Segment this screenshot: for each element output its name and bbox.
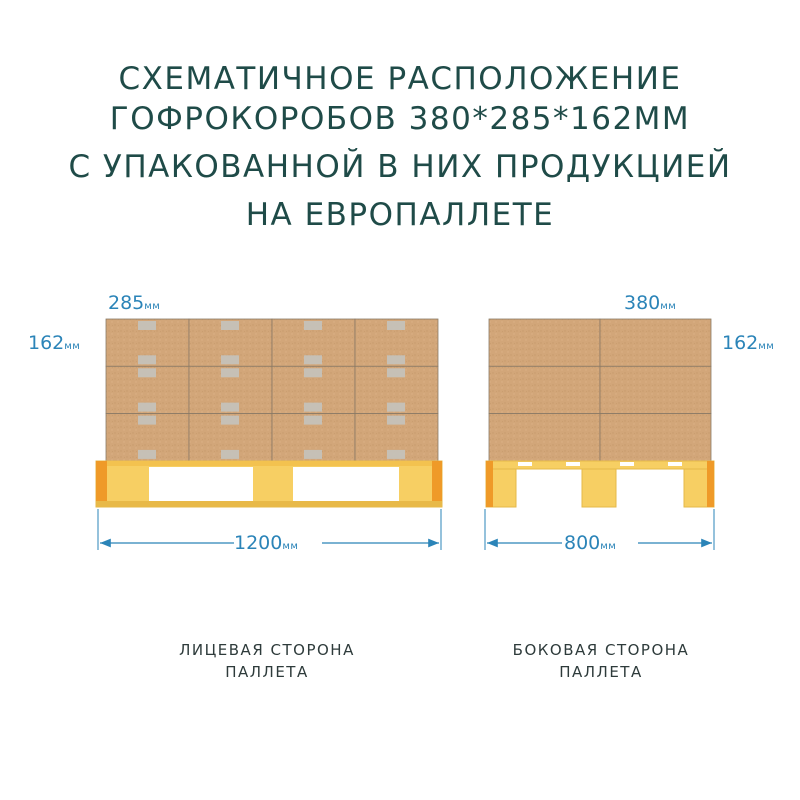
tape-strip [221, 321, 239, 330]
tape-strip [304, 403, 322, 412]
front-view-caption [137, 639, 397, 683]
tape-strip [387, 403, 405, 412]
tape-strip [221, 416, 239, 425]
tape-strip [138, 321, 156, 330]
side-view-caption [471, 639, 731, 683]
front-box-height-label: 162мм [28, 332, 81, 354]
tape-strip [138, 403, 156, 412]
tape-strip [304, 368, 322, 377]
tape-strip [304, 321, 322, 330]
tape-strip [138, 450, 156, 459]
side-box [600, 319, 711, 366]
tape-strip [304, 416, 322, 425]
tape-strip [387, 368, 405, 377]
diagram-title-line-1: СХЕМАТИЧНОЕ РАСПОЛОЖЕНИЕ [118, 61, 682, 97]
tape-strip [221, 403, 239, 412]
front-pallet-length-label: 1200мм [234, 532, 299, 554]
front-box-width-label: 285мм [108, 292, 161, 314]
front-box-stack [106, 319, 438, 461]
tape-strip [304, 355, 322, 364]
side-box-length-label: 380мм [624, 292, 677, 314]
diagram-title-line-4: НА ЕВРОПАЛЛЕТЕ [245, 197, 555, 233]
side-caption-line-2: ПАЛЛЕТА [559, 663, 643, 681]
side-pallet [486, 461, 714, 507]
side-box [489, 366, 600, 413]
tape-strip [304, 450, 322, 459]
side-pallet-width-label: 800мм [564, 532, 617, 554]
side-box [489, 319, 600, 366]
tape-strip [387, 450, 405, 459]
diagram-title-line-3: С УПАКОВАННОЙ В НИХ ПРОДУКЦИЕЙ [68, 149, 732, 185]
side-caption-line-1: БОКОВАЯ СТОРОНА [512, 641, 690, 659]
tape-strip [138, 368, 156, 377]
tape-strip [221, 355, 239, 364]
side-box [489, 414, 600, 461]
tape-strip [221, 368, 239, 377]
tape-strip [138, 416, 156, 425]
tape-strip [138, 355, 156, 364]
side-box [600, 366, 711, 413]
tape-strip [387, 355, 405, 364]
front-caption-line-1: ЛИЦЕВАЯ СТОРОНА [179, 641, 355, 659]
side-box-height-label: 162мм [722, 332, 775, 354]
tape-strip [387, 321, 405, 330]
tape-strip [221, 450, 239, 459]
front-pallet [96, 461, 442, 507]
diagram-title-line-2: ГОФРОКОРОБОВ 380*285*162ММ [109, 101, 691, 137]
tape-strip [387, 416, 405, 425]
side-box [600, 414, 711, 461]
front-caption-line-2: ПАЛЛЕТА [225, 663, 309, 681]
side-box-stack [489, 319, 711, 461]
